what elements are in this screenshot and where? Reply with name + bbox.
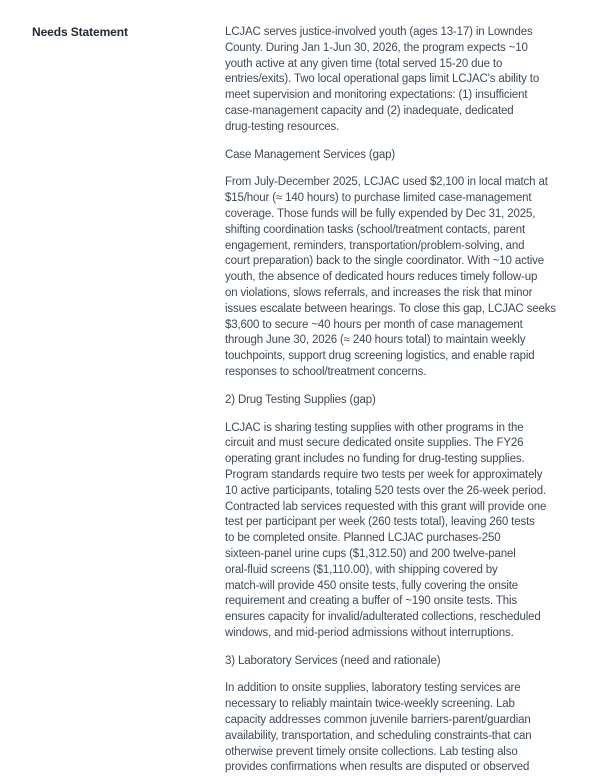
- paragraph: LCJAC serves justice-involved youth (ages 13-17) in Lowndes County. During Jan 1-Jun 30, 2026, the program expects ~10 youth active at any given time (total served 15-20 due to entries/exits). Two local operational gaps limit LCJAC's ability to meet supervision and monitoring expectations: (1) insufficient case-management capacity and (2) inadequate, dedicated drug-testing resources.: [225, 26, 540, 133]
- paragraph: From July-December 2025, LCJAC used $2,100 in local match at $15/hour (≈ 140 hours) to purchase limited case-management coverage. Those funds will be fully expended by Dec 31, 2025, shifting coordination tasks (school/treatment contacts, parent engagement, reminders, transportation/problem-solving, and court preparation) back to the single coordinator. With ~10 active youth, the absence of dedicated hours reduces timely follow-up on violations, slows referrals, and increases the risk that minor issues escalate between hearings. To close this gap, LCJAC seeks $3,600 to secure ~40 hours per month of case management through June 30, 2026 (≈ 240 hours total) to maintain weekly touchpoints, support drug screening logistics, and enable rapid responses to school/treatment concerns.: [225, 176, 556, 378]
- section-heading: Case Management Services (gap): [225, 148, 395, 161]
- needs-statement-label: Needs Statement: [32, 25, 128, 39]
- field-label-column: [0, 25, 225, 41]
- paragraph: In addition to onsite supplies, laboratory testing services are necessary to reliably maintain twice-weekly screening. Lab capacity addresses common juvenile barriers-parent/guardian availability, transportation, and scheduling constraints-that can otherwise prevent timely onsite collections. Lab testing also provides confirmations when results are disputed or observed: [225, 682, 532, 774]
- section-heading: 2) Drug Testing Supplies (gap): [225, 393, 376, 406]
- paragraph: LCJAC is sharing testing supplies with other programs in the circuit and must secure dedicated onsite supplies. The FY26 operating grant includes no funding for drug-testing supplies. Program standards require two tests per week for approximately 10 active participants, totaling 520 tests over the 26-week period. Contracted lab services requested with this grant will provide one test per participant per week (260 tests total), leaving 260 tests to be completed onsite. Planned LCJAC purchases-250 sixteen-panel urine cups ($1,312.50) and 200 twelve-panel oral-fluid screens ($1,110.00), with shipping covered by match-will provide 450 onsite tests, fully covering the onsite requirement and creating a buffer of ~190 onsite tests. This ensures capacity for invalid/adulterated collections, rescheduled windows, and mid-period admissions without interruptions.: [225, 421, 547, 639]
- needs-statement-content: [225, 25, 600, 776]
- section-heading: 3) Laboratory Services (need and rationale): [225, 654, 441, 667]
